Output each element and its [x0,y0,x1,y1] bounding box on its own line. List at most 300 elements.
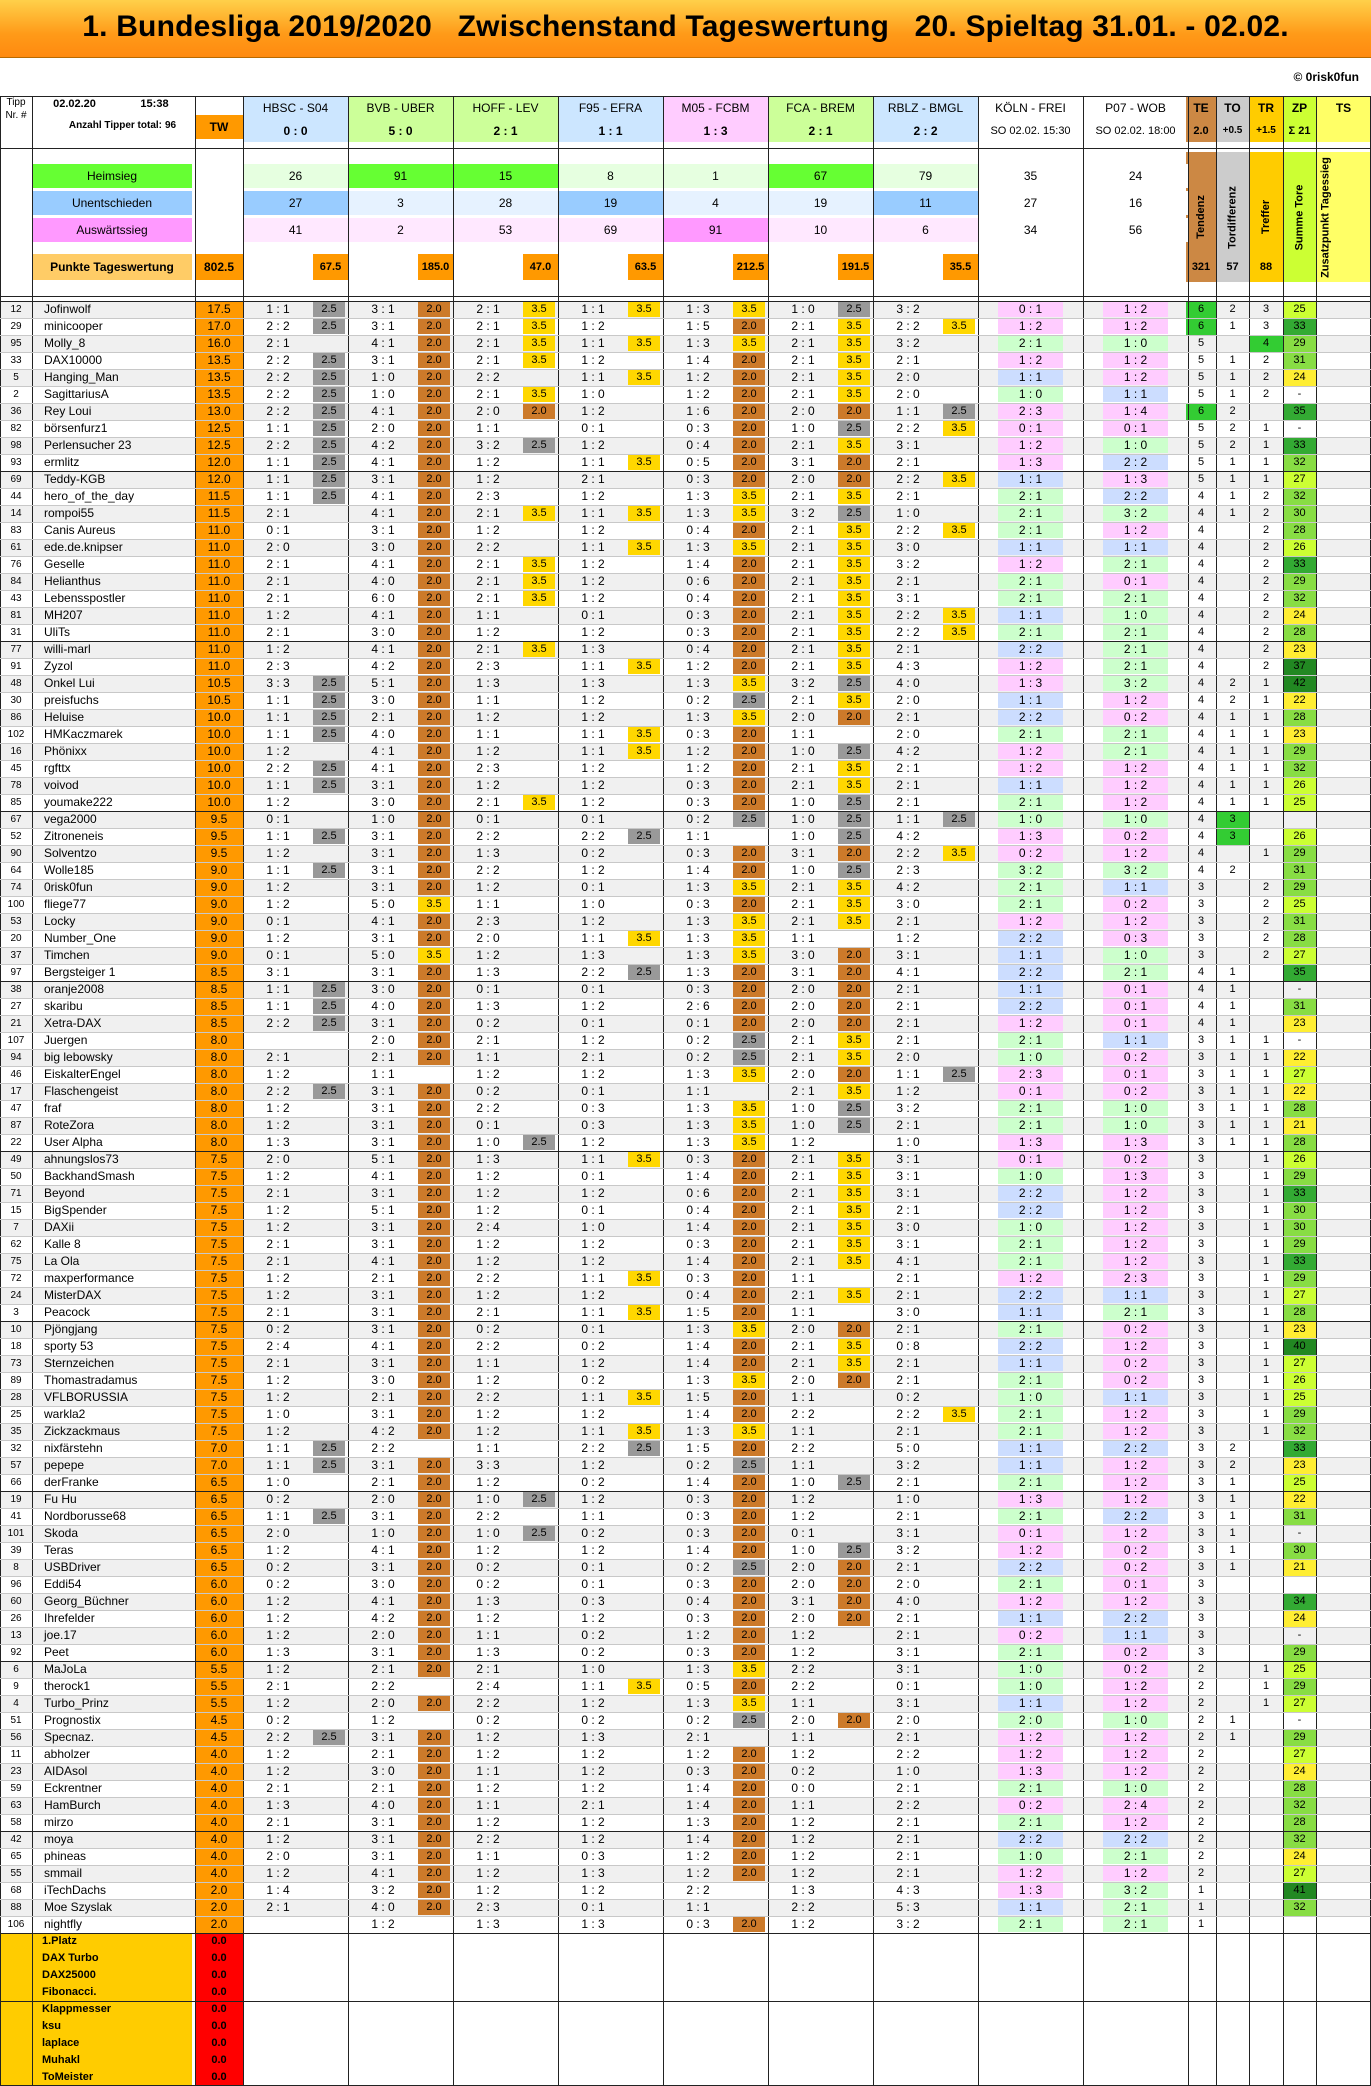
tip-8: 2 : 2 [1103,1441,1168,1456]
tip-points-5: 3.5 [838,761,870,776]
row-tw: 6.0 [195,1593,243,1610]
tip-8: 1 : 1 [1103,1628,1168,1643]
tip-6: 4 : 1 [896,965,920,979]
grid-line [0,1151,1371,1152]
tip-points-4: 2.0 [733,1186,765,1201]
bot-tw: 0.0 [195,1967,243,1984]
tip-2: 0 : 1 [476,982,500,996]
tip-points-4: 2.0 [733,438,765,453]
tip-8: 3 : 2 [1103,1883,1168,1898]
tip-7: 2 : 1 [998,1645,1063,1660]
tip-0: 1 : 1 [266,693,290,707]
tip-4: 1 : 4 [686,1475,710,1489]
tip-2: 0 : 1 [476,812,500,826]
row-name: skaribu [44,999,83,1013]
row-name: vega2000 [44,812,97,826]
row-te: 3 [1197,1442,1205,1454]
tip-2: 2 : 1 [476,1033,500,1047]
tip-7: 2 : 1 [998,506,1063,521]
tip-7: 1 : 3 [998,676,1063,691]
grid-line [0,1695,1371,1696]
row-tw: 9.5 [195,811,243,828]
grid-line [0,1848,1371,1849]
row-tw: 12.5 [195,420,243,437]
tip-1: 3 : 1 [371,1407,395,1421]
tip-points-1: 2.0 [418,863,450,878]
tip-0: 0 : 2 [266,1560,290,1574]
punkte-match-3: 63.5 [628,254,663,280]
tip-points-4: 2.0 [733,1866,765,1881]
tip-points-4: 2.0 [733,1441,765,1456]
tip-5: 1 : 2 [791,1815,815,1829]
row-te: 4 [1197,864,1205,876]
zp-column-label: Summe Tore [1293,184,1305,250]
row-tw: 9.5 [195,845,243,862]
tip-4: 1 : 3 [686,1101,710,1115]
tip-points-5: 2.5 [838,1475,870,1490]
tip-2: 2 : 1 [476,574,500,588]
tip-points-1: 2.0 [418,1849,450,1864]
row-to: 1 [1229,779,1236,791]
row-nr: 37 [10,950,22,961]
tip-4: 0 : 2 [686,1458,710,1472]
grid-line [0,488,1371,489]
tip-points-4: 2.0 [733,642,765,657]
tip-points-1: 2.0 [418,1543,450,1558]
tip-0: 1 : 2 [266,1628,290,1642]
anzahl-label: Anzahl Tipper total: [68,120,162,131]
grid-line [0,1457,1371,1458]
tip-7: 1 : 1 [998,1305,1063,1320]
tip-2: 0 : 2 [476,1577,500,1591]
row-nr: 55 [10,1868,22,1879]
row-zp: 29 [1283,879,1316,896]
tip-6: 2 : 2 [896,846,920,860]
grid-line [0,1219,1371,1220]
row-name: DAXii [44,1220,75,1234]
tip-6: 2 : 1 [896,1509,920,1523]
row-tw: 17.5 [195,301,243,318]
tip-8: 0 : 2 [1103,1662,1168,1677]
tip-7: 2 : 1 [998,336,1063,351]
row-to [1216,522,1249,539]
tip-6: 3 : 0 [896,1220,920,1234]
grid-line [0,709,1371,710]
row-tr: 2 [1262,898,1270,910]
tip-7: 1 : 2 [998,353,1063,368]
row-to [1216,539,1249,556]
tip-0: 1 : 2 [266,1662,290,1676]
tip-7: 2 : 1 [998,727,1063,742]
row-tw: 11.0 [195,573,243,590]
tip-5: 2 : 1 [791,540,815,554]
tip-points-3: 3.5 [628,370,660,385]
row-zp: 26 [1283,1372,1316,1389]
row-zp: 29 [1283,1236,1316,1253]
row-to: 1 [1229,1068,1236,1080]
row-to [1216,1763,1249,1780]
row-tw: 8.0 [195,1032,243,1049]
tip-6: 2 : 0 [896,693,920,707]
tip-3: 1 : 2 [581,761,605,775]
row-name: Perlensucher 23 [44,438,132,452]
match-header-4: M05 - FCBM [663,96,768,120]
tip-2: 1 : 2 [476,1169,500,1183]
tip-6: 2 : 1 [896,1203,920,1217]
tip-points-6: 3.5 [943,421,975,436]
tip-8: 1 : 0 [1103,1781,1168,1796]
grid-line [0,1712,1371,1713]
tip-4: 1 : 3 [686,489,710,503]
tip-8: 0 : 1 [1103,999,1168,1014]
tip-6: 1 : 1 [896,404,920,418]
tip-4: 0 : 3 [686,897,710,911]
tip-6: 2 : 1 [896,1356,920,1370]
grid-line [0,1661,1371,1662]
tip-4: 1 : 6 [686,404,710,418]
tip-5: 0 : 1 [791,1526,815,1540]
tip-points-4: 2.0 [733,1220,765,1235]
tip-1: 3 : 1 [371,1730,395,1744]
row-te: 3 [1197,1578,1205,1590]
tip-5: 3 : 2 [791,506,815,520]
tip-points-3: 2.5 [628,1441,660,1456]
row-tw: 12.5 [195,437,243,454]
tip-2: 1 : 2 [476,1611,500,1625]
row-te: 5 [1197,422,1205,434]
row-name: BigSpender [44,1203,107,1217]
tip-1: 2 : 2 [371,1679,395,1693]
tip-points-0: 2.5 [313,472,345,487]
tip-points-4: 3.5 [733,540,765,555]
row-nr: 6 [13,1664,19,1675]
row-tw: 10.5 [195,675,243,692]
tip-1: 3 : 1 [371,1815,395,1829]
row-nr: 85 [10,797,22,808]
tip-1: 3 : 1 [371,319,395,333]
row-zp: 37 [1283,658,1316,675]
tip-points-4: 2.0 [733,1254,765,1269]
tip-8: 2 : 2 [1103,1611,1168,1626]
tip-points-4: 2.0 [733,1798,765,1813]
tip-points-4: 2.0 [733,1781,765,1796]
row-tw: 7.5 [195,1253,243,1270]
tip-0: 0 : 2 [266,1492,290,1506]
row-tr [1249,1797,1283,1814]
tip-1: 3 : 1 [371,1322,395,1336]
tip-1: 4 : 0 [371,1798,395,1812]
tip-points-1: 2.0 [418,1339,450,1354]
row-nr: 84 [10,576,22,587]
tip-points-0: 2.5 [313,999,345,1014]
tip-7: 1 : 2 [998,1730,1063,1745]
tip-points-4: 2.0 [733,1832,765,1847]
tip-1: 4 : 1 [371,608,395,622]
grid-line [0,658,1371,659]
row-te: 4 [1197,847,1205,859]
tip-1: 2 : 0 [371,1033,395,1047]
tr-header: TR [1249,96,1283,120]
row-nr: 89 [10,1375,22,1386]
row-nr: 60 [10,1596,22,1607]
grid-line [0,471,1371,472]
tip-points-5: 2.0 [838,846,870,861]
tip-8: 1 : 1 [1103,1390,1168,1405]
tip-2: 1 : 2 [476,523,500,537]
tip-8: 1 : 2 [1103,1220,1168,1235]
row-to [1216,1355,1249,1372]
match-header-7: KÖLN - FREI [978,96,1083,120]
row-tr: 1 [1262,1255,1270,1267]
tip-8: 0 : 2 [1103,1645,1168,1660]
tip-7: 2 : 2 [998,710,1063,725]
tip-8: 0 : 1 [1103,1577,1168,1592]
tip-0: 1 : 2 [266,1747,290,1761]
tip-points-0: 2.5 [313,829,345,844]
grid-line [0,1491,1371,1492]
tip-5: 1 : 2 [791,1832,815,1846]
row-tr [1249,1712,1283,1729]
tip-1: 5 : 0 [371,897,395,911]
match-header-5: FCA - BREM [768,96,873,120]
tip-7: 2 : 2 [998,931,1063,946]
row-name: rgfttx [44,761,71,775]
tip-2: 3 : 3 [476,1458,500,1472]
tip-2: 0 : 2 [476,1084,500,1098]
row-name: Zitroneneis [44,829,104,843]
grid-line [0,301,1371,302]
tip-8: 1 : 0 [1103,438,1168,453]
row-name: Rey Loui [44,404,92,418]
row-zp: 32 [1283,1831,1316,1848]
row-name: Xetra-DAX [44,1016,102,1030]
tip-0: 2 : 2 [266,370,290,384]
grid-line [0,1168,1371,1169]
tip-3: 0 : 2 [581,1628,605,1642]
row-te: 1 [1197,1884,1205,1896]
row-name: User Alpha [44,1135,103,1149]
tip-6: 2 : 1 [896,1781,920,1795]
tip-6: 2 : 1 [896,1866,920,1880]
tip-1: 3 : 1 [371,302,395,316]
row-tr [1249,1542,1283,1559]
tip-3: 1 : 1 [581,931,605,945]
row-tw: 11.0 [195,590,243,607]
tip-1: 6 : 0 [371,591,395,605]
row-te: 4 [1197,762,1205,774]
tip-points-5: 2.5 [838,1543,870,1558]
tip-3: 1 : 2 [581,1883,605,1897]
row-zp: 28 [1283,1780,1316,1797]
row-name: HMKaczmarek [44,727,123,741]
tip-6: 2 : 2 [896,319,920,333]
tip-0: 1 : 2 [266,1543,290,1557]
grid-line [0,1015,1371,1016]
tip-3: 1 : 1 [581,744,605,758]
tip-6: 2 : 1 [896,455,920,469]
row-to [1216,1185,1249,1202]
row-to: 1 [1229,490,1236,502]
tip-points-0: 2.5 [313,455,345,470]
tip-5: 2 : 0 [791,404,815,418]
row-tr: 1 [1262,473,1270,485]
tip-points-3: 3.5 [628,506,660,521]
row-te: 2 [1197,1748,1205,1760]
row-to: 2 [1229,439,1236,451]
row-tw: 7.5 [195,1270,243,1287]
stat-h-2: 15 [453,164,558,188]
tip-1: 5 : 1 [371,1152,395,1166]
tip-6: 2 : 0 [896,1713,920,1727]
row-nr: 83 [10,525,22,536]
tip-0: 2 : 0 [266,1526,290,1540]
row-tr: 1 [1262,1340,1270,1352]
tip-points-1: 2.0 [418,999,450,1014]
row-to [1216,913,1249,930]
tip-6: 1 : 2 [896,931,920,945]
tip-4: 1 : 3 [686,676,710,690]
row-to [1216,335,1249,352]
tip-points-4: 2.0 [733,1203,765,1218]
bot-name: ksu [0,2018,192,2035]
tip-3: 1 : 2 [581,1611,605,1625]
row-te: 2 [1197,1714,1205,1726]
tip-3: 0 : 3 [581,1101,605,1115]
tip-0: 2 : 2 [266,319,290,333]
tip-points-1: 2.0 [418,931,450,946]
tip-4: 0 : 3 [686,1152,710,1166]
row-to [1216,1661,1249,1678]
tip-1: 4 : 0 [371,574,395,588]
row-nr: 98 [10,440,22,451]
row-te: 4 [1197,779,1205,791]
tip-4: 0 : 3 [686,1271,710,1285]
bot-tw: 0.0 [195,2069,243,2086]
row-tw: 7.5 [195,1219,243,1236]
row-zp: 21 [1283,1559,1316,1576]
tip-8: 1 : 2 [1103,523,1168,538]
tip-3: 1 : 2 [581,438,605,452]
tip-3: 1 : 1 [581,1509,605,1523]
tip-4: 1 : 5 [686,1305,710,1319]
tip-2: 1 : 3 [476,676,500,690]
tip-0: 1 : 1 [266,302,290,316]
row-tr: 1 [1262,1697,1270,1709]
tip-3: 1 : 2 [581,1543,605,1557]
tip-0: 0 : 1 [266,812,290,826]
tip-5: 1 : 0 [791,1543,815,1557]
tip-4: 0 : 3 [686,982,710,996]
row-nr: 17 [10,1086,22,1097]
tip-points-4: 2.0 [733,982,765,997]
row-zp: 31 [1283,1508,1316,1525]
tip-points-5: 3.5 [838,1203,870,1218]
tip-7: 1 : 1 [998,948,1063,963]
tip-points-0: 2.5 [313,353,345,368]
tip-5: 2 : 1 [791,1203,815,1217]
row-zp: 28 [1283,1134,1316,1151]
row-zp: 25 [1283,301,1316,318]
row-tw: 17.0 [195,318,243,335]
row-tr: 1 [1262,1170,1270,1182]
row-tw: 11.0 [195,624,243,641]
tip-1: 4 : 2 [371,659,395,673]
tip-points-3: 2.5 [628,965,660,980]
tip-4: 1 : 3 [686,1424,710,1438]
tip-4: 1 : 4 [686,557,710,571]
tip-6: 2 : 0 [896,1050,920,1064]
row-nr: 49 [10,1154,22,1165]
row-name: voivod [44,778,79,792]
grid-line [0,845,1371,846]
row-to [1216,1627,1249,1644]
row-nr: 14 [10,508,22,519]
row-name: willi-marl [44,642,91,656]
tip-8: 1 : 2 [1103,319,1168,334]
row-name: nixfärstehn [44,1441,103,1455]
row-tw: 13.5 [195,386,243,403]
tip-points-4: 3.5 [733,880,765,895]
bot-tw: 0.0 [195,2052,243,2069]
row-tr: 2 [1262,609,1270,621]
grid-line [873,96,874,2086]
tip-0: 2 : 1 [266,336,290,350]
tip-7: 1 : 2 [998,1866,1063,1881]
row-tw: 7.5 [195,1423,243,1440]
tip-points-1: 2.0 [418,1509,450,1524]
tip-points-0: 2.5 [313,727,345,742]
row-tw: 6.0 [195,1576,243,1593]
tip-3: 1 : 3 [581,676,605,690]
tip-5: 0 : 0 [791,1781,815,1795]
row-nr: 27 [10,1001,22,1012]
tip-4: 0 : 4 [686,1203,710,1217]
tip-points-1: 2.0 [418,1033,450,1048]
row-tw: 8.5 [195,1015,243,1032]
row-nr: 35 [10,1426,22,1437]
row-zp: - [1297,1527,1302,1539]
grid-line [0,437,1371,438]
tip-points-4: 2.0 [733,1339,765,1354]
row-zp: 29 [1283,1270,1316,1287]
tip-8: 3 : 2 [1103,676,1168,691]
row-name: Eddi54 [44,1577,82,1591]
tip-points-5: 3.5 [838,489,870,504]
row-nr: 56 [10,1732,22,1743]
row-te: 3 [1197,1646,1205,1658]
row-tr: 1 [1262,1663,1270,1675]
tip-4: 0 : 2 [686,1713,710,1727]
to-column-label: Tordifferenz [1226,185,1238,249]
row-nr: 81 [10,610,22,621]
row-tw: 9.0 [195,930,243,947]
row-to: 1 [1229,456,1236,468]
tip-0: 1 : 1 [266,489,290,503]
grid-line [0,1797,1371,1798]
tip-8: 1 : 0 [1103,812,1168,827]
grid-line [0,1899,1371,1900]
tip-8: 1 : 2 [1103,1424,1168,1439]
tip-4: 0 : 2 [686,812,710,826]
row-zp: 27 [1283,1746,1316,1763]
grid-line [0,96,1371,97]
tip-points-1: 2.0 [418,1118,450,1133]
tip-points-4: 2.0 [733,1356,765,1371]
tip-8: 2 : 1 [1103,591,1168,606]
tip-points-4: 2.0 [733,1237,765,1252]
row-tw: 12.0 [195,454,243,471]
tip-3: 1 : 3 [581,948,605,962]
